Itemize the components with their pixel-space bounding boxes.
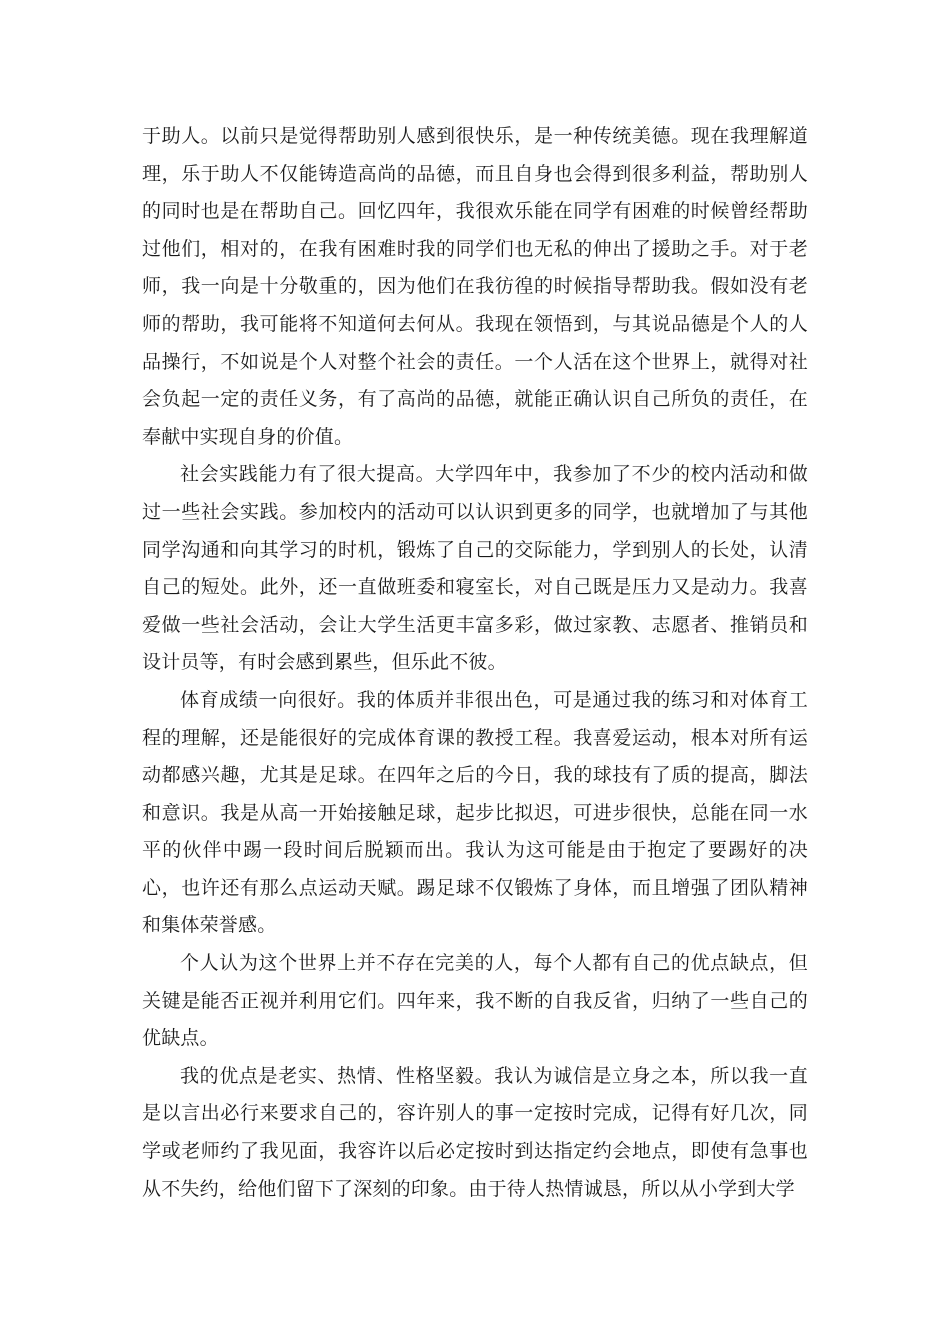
document-body — [142, 118, 808, 1208]
paragraph-continued: 于助人。以前只是觉得帮助别人感到很快乐，是一种传统美德。现在我理解道理，乐于助人不仅能铸造高尚的品德，而且自身也会得到很多利益，帮助别人的同时也是在帮助自己。回忆四年，我很欢乐能在同学有困难的时候曾经帮助过他们，相对的，在我有困难时我的同学们也无私的伸出了援助之手。对于老师，我一向是十分敬重的，因为他们在我彷徨的时候指导帮助我。假如没有老师的帮助，我可能将不知道何去何从。我现在领悟到，与其说品德是个人的人品操行，不如说是个人对整个社会的责任。一个人活在这个世界上，就得对社会负起一定的责任义务，有了高尚的品德，就能正确认识自己所负的责任，在奉献中实现自身的价值。 — [142, 125, 808, 448]
paragraph-sports: 体育成绩一向很好。我的体质并非很出色，可是通过我的练习和对体育工程的理解，还是能很好的完成体育课的教授工程。我喜爱运动，根本对所有运动都感兴趣，尤其是足球。在四年之后的今日，我的球技有了质的提高，脚法和意识。我是从高一开始接触足球，起步比拟迟，可进步很快，总能在同一水平的伙伴中踢一段时间后脱颖而出。我认为这可能是由于抱定了要踢好的决心，也许还有那么点运动天赋。踢足球不仅锻炼了身体，而且增强了团队精神和集体荣誉感。 — [142, 688, 808, 937]
paragraph-self-reflection: 个人认为这个世界上并不存在完美的人，每个人都有自己的优点缺点，但关键是能否正视并利用它们。四年来，我不断的自我反省，归纳了一些自己的优缺点。 — [142, 952, 808, 1050]
paragraph-strengths: 我的优点是老实、热情、性格坚毅。我认为诚信是立身之本，所以我一直是以言出必行来要求自己的，容许别人的事一定按时完成，记得有好几次，同学或老师约了我见面，我容许以后必定按时到达指定约会地点，即使有急事也从不失约，给他们留下了深刻的印象。由于待人热情诚恳，所以从小学到大学 — [142, 1064, 808, 1200]
paragraph-social-practice: 社会实践能力有了很大提高。大学四年中，我参加了不少的校内活动和做过一些社会实践。参加校内的活动可以认识到更多的同学，也就增加了与其他同学沟通和向其学习的时机，锻炼了自己的交际能力，学到别人的长处，认清自己的短处。此外，还一直做班委和寝室长，对自己既是压力又是动力。我喜爱做一些社会活动，会让大学生活更丰富多彩，做过家教、志愿者、推销员和设计员等，有时会感到累些，但乐此不彼。 — [142, 463, 808, 674]
